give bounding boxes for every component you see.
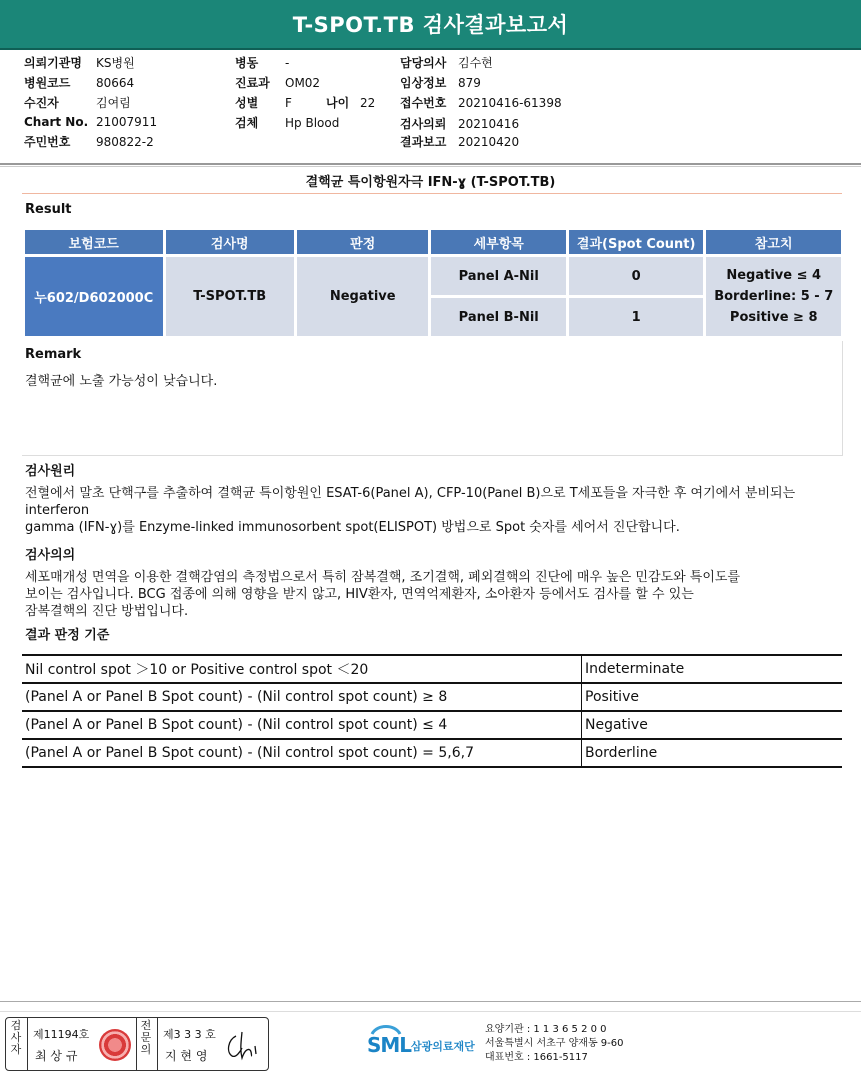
info-doctor — [400, 54, 493, 71]
criteria-condition: (Panel A or Panel B Spot count) - (Nil control spot count) = 5,6,7 — [22, 739, 582, 767]
info-report-date — [400, 133, 519, 150]
info-label: 결과보고 — [400, 135, 447, 149]
reference-line: Positive ≥ 8 — [729, 310, 818, 325]
text-line: 전혈에서 말초 단핵구를 추출하여 결핵균 특이항원인 ESAT-6(Panel A), CFP-10(Panel B)으로 T세포들을 자극한 후 여기에서 분비되는 interferon — [25, 486, 796, 518]
org-name: 삼광의료재단 — [411, 1040, 475, 1053]
info-label: 성별 — [235, 96, 259, 110]
info-value: - — [285, 56, 290, 70]
divider — [0, 1011, 861, 1012]
logo-text: SML — [367, 1033, 412, 1057]
table-row — [22, 655, 842, 683]
contact-line: 요양기관 : 1 1 3 6 5 2 0 0 — [485, 1024, 607, 1035]
info-sex — [235, 94, 292, 111]
spot-count: 1 — [569, 298, 704, 336]
criteria-result: Negative — [582, 711, 843, 739]
info-reception-no — [400, 94, 562, 111]
criteria-heading: 결과 판정 기준 — [25, 628, 110, 643]
panel-name: Panel B-Nil — [431, 298, 566, 336]
criteria-condition: (Panel A or Panel B Spot count) - (Nil control spot count) ≤ 4 — [22, 711, 582, 739]
info-value: KS병원 — [96, 56, 135, 70]
divider — [27, 1018, 28, 1070]
table-row — [22, 683, 842, 711]
spot-count: 0 — [569, 257, 704, 295]
info-label: 주민번호 — [24, 135, 71, 149]
info-value: 22 — [360, 96, 376, 110]
divider — [0, 163, 861, 165]
panel-name: Panel A-Nil — [431, 257, 566, 295]
reference-line: Borderline: 5 - 7 — [714, 289, 834, 304]
column-header: 참고치 — [706, 230, 841, 254]
divider — [157, 1018, 158, 1070]
info-value: Hp Blood — [285, 116, 340, 130]
info-institution — [24, 54, 135, 71]
info-label: Chart No. — [24, 115, 89, 129]
info-label: 병원코드 — [24, 76, 71, 90]
info-label: 수진자 — [24, 96, 59, 110]
divider — [136, 1018, 137, 1070]
info-label: 담당의사 — [400, 56, 447, 70]
seal-stamp — [99, 1029, 131, 1061]
info-ward — [235, 54, 289, 71]
info-label: 병동 — [235, 56, 259, 70]
principle-text — [25, 485, 825, 536]
text-line: gamma (IFN-ɣ)를 Enzyme-linked immunosorbent spot(ELISPOT) 방법으로 Spot 숫자를 세어서 진단합니다. — [25, 520, 680, 535]
info-label: 나이 — [326, 96, 350, 110]
info-label: 접수번호 — [400, 96, 447, 110]
report-title: T-SPOT.TB 검사결과보고서 — [292, 13, 569, 37]
info-chart-no — [24, 115, 157, 129]
info-clinical — [400, 74, 481, 91]
judgment: Negative — [297, 257, 428, 336]
signature-box — [5, 1017, 269, 1071]
info-label: 검사의뢰 — [400, 117, 447, 131]
table-row — [22, 739, 842, 767]
info-value: 21007911 — [96, 115, 158, 129]
test-name: T-SPOT.TB — [166, 257, 294, 336]
info-value: OM02 — [285, 76, 321, 90]
info-resident-no — [24, 133, 154, 150]
criteria-condition: Nil control spot ＞10 or Positive control spot ＜20 — [22, 655, 582, 683]
result-heading: Result — [25, 202, 72, 217]
reference-range — [706, 257, 841, 336]
divider — [22, 193, 842, 194]
text-line: 보이는 검사입니다. BCG 접종에 의해 영향을 받지 않고, HIV환자, 면역억제환자, 소아환자 등에서도 검사를 할 수 있는 — [25, 587, 694, 602]
principle-heading: 검사원리 — [25, 464, 76, 479]
info-age — [326, 94, 375, 111]
info-value: 879 — [458, 76, 481, 90]
info-request-date — [400, 115, 519, 132]
insurance-code: 누602/D602000C — [25, 257, 163, 336]
test-subtitle: 결핵균 특이항원자극 IFN-ɣ (T-SPOT.TB) — [305, 175, 556, 190]
specialist-license: 제3 3 3 호 — [163, 1028, 216, 1041]
info-department — [235, 74, 320, 91]
info-label: 의뢰기관명 — [24, 56, 82, 70]
info-value: F — [285, 96, 292, 110]
info-value: 20210416-61398 — [458, 96, 562, 110]
criteria-result: Indeterminate — [582, 655, 843, 683]
divider — [0, 166, 861, 167]
column-header: 결과(Spot Count) — [569, 230, 704, 254]
examiner-name: 최 상 규 — [35, 1049, 78, 1063]
specialist-label: 전문의 — [140, 1019, 152, 1056]
criteria-result: Positive — [582, 683, 843, 711]
info-patient — [24, 94, 131, 111]
info-label: 진료과 — [235, 76, 270, 90]
report-title-bar — [0, 0, 861, 50]
remark-heading: Remark — [25, 347, 82, 362]
info-value: 김수현 — [458, 56, 493, 70]
info-value: 20210420 — [458, 135, 520, 149]
contact-line: 대표번호 : 1661-5117 — [485, 1052, 588, 1063]
examiner-label: 검사자 — [10, 1019, 22, 1056]
criteria-condition: (Panel A or Panel B Spot count) - (Nil control spot count) ≥ 8 — [22, 683, 582, 711]
divider — [0, 1001, 861, 1002]
org-contact — [485, 1023, 624, 1065]
info-hospital-code — [24, 74, 134, 91]
text-line: 잠복결핵의 진단 방법입니다. — [25, 604, 189, 619]
table-header-row — [25, 230, 841, 254]
significance-text — [25, 569, 825, 620]
criteria-table — [22, 654, 842, 768]
significance-heading: 검사의의 — [25, 548, 76, 563]
info-label: 검체 — [235, 116, 259, 130]
reference-line: Negative ≤ 4 — [726, 268, 822, 283]
column-header: 보험코드 — [25, 230, 163, 254]
info-value: 김여림 — [96, 96, 131, 110]
examiner-license: 제11194호 — [33, 1028, 90, 1041]
column-header: 세부항목 — [431, 230, 566, 254]
column-header: 검사명 — [166, 230, 294, 254]
info-value: 980822-2 — [96, 135, 154, 149]
signature — [222, 1028, 262, 1062]
table-row — [22, 711, 842, 739]
info-value: 80664 — [96, 76, 135, 90]
remark-text: 결핵균에 노출 가능성이 낮습니다. — [25, 374, 218, 389]
table-row — [25, 257, 841, 295]
remark-box — [22, 341, 843, 456]
info-specimen — [235, 114, 339, 131]
result-table — [22, 227, 844, 339]
column-header: 판정 — [297, 230, 428, 254]
info-value: 20210416 — [458, 117, 520, 131]
specialist-name: 지 현 영 — [165, 1049, 208, 1063]
info-label: 임상정보 — [400, 76, 447, 90]
contact-line: 서울특별시 서초구 양재동 9-60 — [485, 1038, 624, 1049]
criteria-result: Borderline — [582, 739, 843, 767]
text-line: 세포매개성 면역을 이용한 결핵감염의 측정법으로서 특히 잠복결핵, 조기결핵, 폐외결핵의 진단에 매우 높은 민감도와 특이도를 — [25, 570, 741, 585]
